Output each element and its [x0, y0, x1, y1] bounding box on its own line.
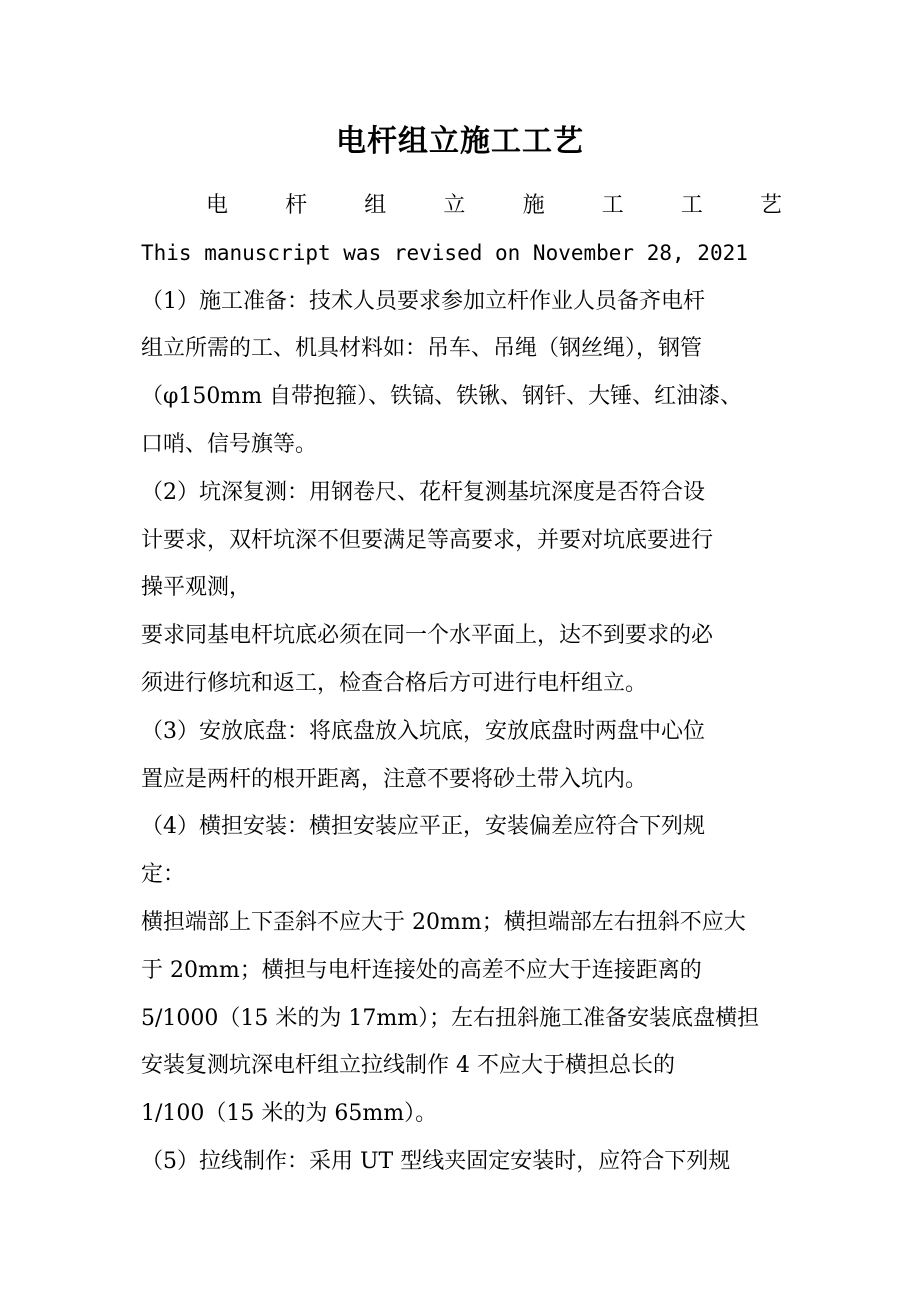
body-line: （2）坑深复测：用钢卷尺、花杆复测基坑深度是否符合设	[141, 479, 705, 505]
body-line: （φ150mm 自带抱箍）、铁镐、铁锹、钢钎、大锤、红油漆、	[141, 384, 743, 410]
body-line: 横担端部上下歪斜不应大于 20mm；横担端部左右扭斜不应大	[141, 909, 746, 935]
body-line: 安装复测坑深电杆组立拉线制作 4 不应大于横担总长的	[141, 1053, 675, 1079]
spaced-title-char: 杆	[285, 193, 308, 218]
body-line: 定：	[141, 862, 186, 888]
spaced-title-char: 艺	[759, 193, 782, 218]
body-line: 要求同基电杆坑底必须在同一个水平面上，达不到要求的必	[141, 623, 714, 649]
body-line: 组立所需的工、机具材料如：吊车、吊绳（钢丝绳），钢管	[141, 336, 703, 362]
spaced-title-char: 立	[443, 193, 466, 218]
body-line: （3）安放底盘：将底盘放入坑底，安放底盘时两盘中心位	[141, 718, 705, 744]
body-line: （1）施工准备：技术人员要求参加立杆作业人员备齐电杆	[141, 288, 705, 314]
body-line: 1/100（15 米的为 65mm）。	[141, 1101, 438, 1127]
body-line: 于 20mm；横担与电杆连接处的高差不应大于连接距离的	[141, 957, 702, 983]
spaced-title-char: 工	[680, 193, 703, 218]
document-body	[141, 182, 786, 1186]
body-line: （5）拉线制作：采用 UT 型线夹固定安装时，应符合下列规	[141, 1148, 731, 1174]
body-line: 置应是两杆的根开距离，注意不要将砂土带入坑内。	[141, 766, 648, 792]
body-line: 须进行修坑和返工，检查合格后方可进行电杆组立。	[141, 670, 648, 696]
revision-note: This manuscript was revised on November 28, 2021	[141, 240, 748, 265]
body-line: （4）横担安装：横担安装应平正，安装偏差应符合下列规	[141, 814, 705, 840]
spaced-title	[141, 182, 786, 230]
body-line: 5/1000（15 米的为 17mm）；左右扭斜施工准备安装底盘横担	[141, 1005, 760, 1031]
spaced-title-char: 施	[522, 193, 545, 218]
document-title: 电杆组立施工工艺	[336, 124, 584, 159]
spaced-title-char: 工	[601, 193, 624, 218]
body-line: 口哨、信号旗等。	[141, 431, 318, 457]
body-line: 计要求，双杆坑深不但要满足等高要求，并要对坑底要进行	[141, 527, 714, 553]
body-line: 操平观测，	[141, 575, 252, 601]
spaced-title-char: 组	[364, 193, 387, 218]
spaced-title-char: 电	[206, 193, 229, 218]
